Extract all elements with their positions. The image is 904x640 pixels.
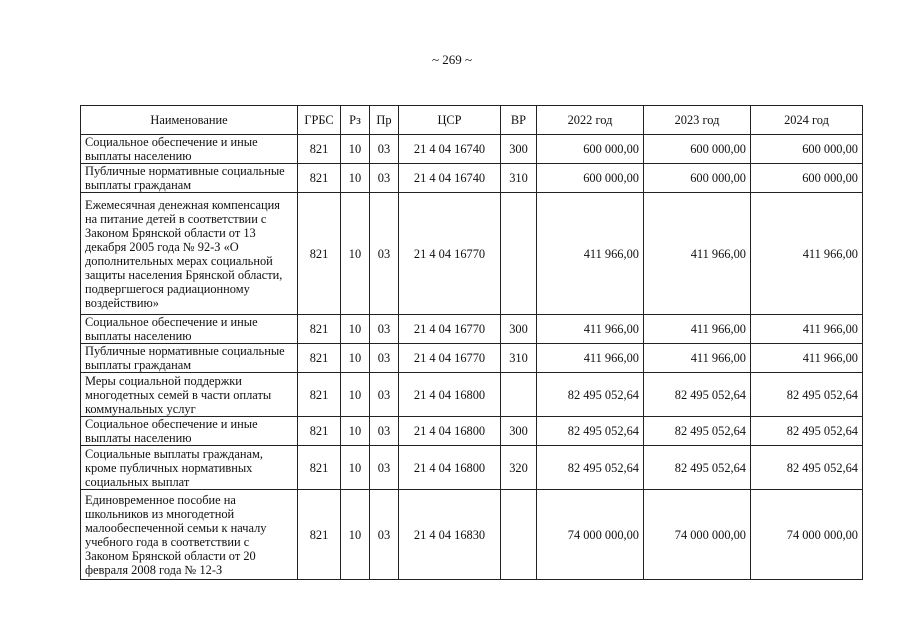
cell-pr: 03: [370, 490, 399, 580]
col-header-csr: ЦСР: [399, 106, 501, 135]
cell-csr: 21 4 04 16800: [399, 446, 501, 490]
cell-vr: [501, 373, 537, 417]
cell-name: Публичные нормативные социальные выплаты гражданам: [81, 164, 298, 193]
cell-name: Социальное обеспечение и иные выплаты населению: [81, 315, 298, 344]
cell-name: Ежемесячная денежная компенсация на питание детей в соответствии с Законом Брянской области от 13 декабря 2005 года № 92-З «О дополнительных мерах социальной защиты населения Брянской области, подвергшегося радиационному воздействию»: [81, 193, 298, 315]
cell-2022: 82 495 052,64: [537, 446, 644, 490]
table-row: [81, 490, 863, 580]
cell-2023: 82 495 052,64: [644, 446, 751, 490]
cell-name: Единовременное пособие на школьников из многодетной малообеспеченной семьи к началу учебного года в соответствии с Законом Брянской области от 20 февраля 2008 года № 12-З: [81, 490, 298, 580]
cell-2024: 82 495 052,64: [751, 446, 863, 490]
cell-grbs: 821: [298, 417, 341, 446]
cell-rz: 10: [341, 344, 370, 373]
cell-grbs: 821: [298, 344, 341, 373]
cell-csr: 21 4 04 16770: [399, 315, 501, 344]
cell-2023: 600 000,00: [644, 164, 751, 193]
cell-csr: 21 4 04 16830: [399, 490, 501, 580]
cell-2023: 411 966,00: [644, 344, 751, 373]
col-header-rz: Рз: [341, 106, 370, 135]
cell-2024: 411 966,00: [751, 315, 863, 344]
cell-name: Публичные нормативные социальные выплаты гражданам: [81, 344, 298, 373]
cell-rz: 10: [341, 417, 370, 446]
cell-2023: 82 495 052,64: [644, 417, 751, 446]
cell-rz: 10: [341, 193, 370, 315]
cell-2023: 600 000,00: [644, 135, 751, 164]
cell-csr: 21 4 04 16800: [399, 417, 501, 446]
cell-csr: 21 4 04 16740: [399, 164, 501, 193]
col-header-2024: 2024 год: [751, 106, 863, 135]
table-row: [81, 135, 863, 164]
cell-name: Социальное обеспечение и иные выплаты населению: [81, 135, 298, 164]
cell-pr: 03: [370, 193, 399, 315]
cell-2022: 411 966,00: [537, 315, 644, 344]
cell-rz: 10: [341, 164, 370, 193]
cell-2023: 74 000 000,00: [644, 490, 751, 580]
cell-name: Социальные выплаты гражданам, кроме публичных нормативных социальных выплат: [81, 446, 298, 490]
col-header-name: Наименование: [81, 106, 298, 135]
cell-rz: 10: [341, 135, 370, 164]
table-row: [81, 193, 863, 315]
cell-vr: 300: [501, 315, 537, 344]
cell-2022: 600 000,00: [537, 164, 644, 193]
cell-2024: 411 966,00: [751, 344, 863, 373]
cell-2024: 82 495 052,64: [751, 417, 863, 446]
cell-grbs: 821: [298, 135, 341, 164]
cell-csr: 21 4 04 16800: [399, 373, 501, 417]
cell-pr: 03: [370, 446, 399, 490]
cell-vr: [501, 490, 537, 580]
cell-csr: 21 4 04 16740: [399, 135, 501, 164]
cell-2022: 82 495 052,64: [537, 373, 644, 417]
col-header-2022: 2022 год: [537, 106, 644, 135]
cell-2022: 74 000 000,00: [537, 490, 644, 580]
table-row: [81, 315, 863, 344]
cell-2024: 74 000 000,00: [751, 490, 863, 580]
cell-pr: 03: [370, 373, 399, 417]
cell-2024: 600 000,00: [751, 135, 863, 164]
cell-2022: 82 495 052,64: [537, 417, 644, 446]
cell-csr: 21 4 04 16770: [399, 193, 501, 315]
cell-grbs: 821: [298, 315, 341, 344]
cell-2022: 600 000,00: [537, 135, 644, 164]
table-row: [81, 446, 863, 490]
budget-table: [80, 105, 863, 580]
cell-2023: 82 495 052,64: [644, 373, 751, 417]
cell-vr: [501, 193, 537, 315]
col-header-grbs: ГРБС: [298, 106, 341, 135]
table-row: [81, 164, 863, 193]
cell-name: Меры социальной поддержки многодетных семей в части оплаты коммунальных услуг: [81, 373, 298, 417]
cell-vr: 310: [501, 344, 537, 373]
cell-grbs: 821: [298, 490, 341, 580]
col-header-pr: Пр: [370, 106, 399, 135]
cell-grbs: 821: [298, 164, 341, 193]
cell-vr: 320: [501, 446, 537, 490]
cell-grbs: 821: [298, 193, 341, 315]
cell-2022: 411 966,00: [537, 193, 644, 315]
cell-2024: 600 000,00: [751, 164, 863, 193]
cell-vr: 300: [501, 417, 537, 446]
cell-pr: 03: [370, 417, 399, 446]
col-header-vr: ВР: [501, 106, 537, 135]
col-header-2023: 2023 год: [644, 106, 751, 135]
table-body: [81, 135, 863, 580]
cell-name: Социальное обеспечение и иные выплаты населению: [81, 417, 298, 446]
cell-rz: 10: [341, 315, 370, 344]
cell-vr: 310: [501, 164, 537, 193]
cell-rz: 10: [341, 446, 370, 490]
cell-pr: 03: [370, 315, 399, 344]
cell-rz: 10: [341, 490, 370, 580]
page-number: ~ 269 ~: [431, 52, 473, 67]
table-row: [81, 344, 863, 373]
cell-pr: 03: [370, 135, 399, 164]
cell-2022: 411 966,00: [537, 344, 644, 373]
cell-pr: 03: [370, 344, 399, 373]
cell-2023: 411 966,00: [644, 315, 751, 344]
cell-grbs: 821: [298, 446, 341, 490]
table-row: [81, 417, 863, 446]
cell-csr: 21 4 04 16770: [399, 344, 501, 373]
cell-2023: 411 966,00: [644, 193, 751, 315]
table-row: [81, 373, 863, 417]
cell-grbs: 821: [298, 373, 341, 417]
cell-2024: 82 495 052,64: [751, 373, 863, 417]
table-header-row: [81, 106, 863, 135]
cell-vr: 300: [501, 135, 537, 164]
cell-rz: 10: [341, 373, 370, 417]
cell-2024: 411 966,00: [751, 193, 863, 315]
cell-pr: 03: [370, 164, 399, 193]
